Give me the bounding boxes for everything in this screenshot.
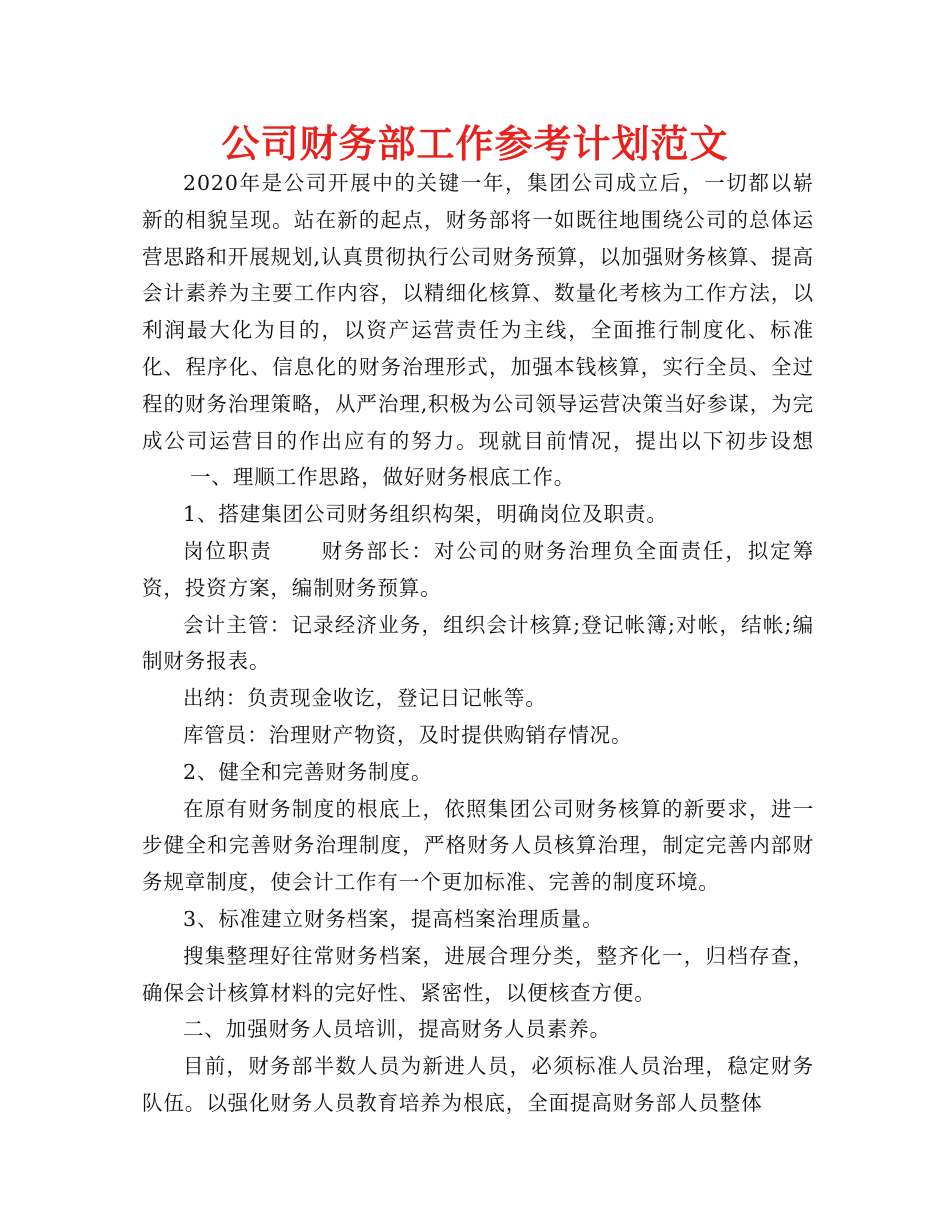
document-body (142, 165, 814, 1122)
document-title: 公司财务部工作参考计划范文 (221, 122, 729, 166)
paragraph-intro (142, 165, 814, 496)
paragraph-item-3: 3、标准建立财务档案，提高档案治理质量。 (183, 906, 604, 931)
paragraph-duty-accountant: 会计主管：记录经济业务，组织会计核算;登记帐簿;对帐，结帐;编制财务报表。 (142, 612, 814, 674)
duty-director-text: 财务部长：对公司的财务治理负全面责任，拟定筹资，投资方案，编制财务预算。 (142, 538, 814, 600)
paragraph-duty-keeper: 库管员：治理财产物资，及时提供购销存情况。 (183, 722, 633, 747)
duty-label: 岗位职责 (183, 538, 273, 563)
paragraph-duty-cashier: 出纳：负责现金收讫，登记日记帐等。 (183, 686, 547, 711)
paragraph-item-2: 2、健全和完善财务制度。 (183, 759, 433, 784)
paragraph-section-2: 二、加强财务人员培训，提高财务人员素养。 (183, 1017, 611, 1042)
intro-text: 2020年是公司开展中的关键一年，集团公司成立后，一切都以崭新的相貌呈现。站在新的起点，财务部将一如既往地围绕公司的总体运营思路和开展规划,认真贯彻执行公司财务预算，以加强财务核算、提高会计素养为主要工作内容，以精细化核算、数量化考核为工作方法，以利润最大化为目的，以资产运营责任为主线，全面推行制度化、标准化、程序化、信息化的财务治理形式，加强本钱核算，实行全员、全过程的财务治理策略，从严治理,积极为公司领导运营决策当好参谋，为完成公司运营目的作出应有的努力。现就目前情况，提出以下初步设想 (142, 171, 814, 453)
paragraph-duty-director (142, 533, 814, 607)
paragraph-item-3-body: 搜集整理好往常财务档案，进展合理分类，整齐化一，归档存查，确保会计核算材料的完好性、紧密性，以便核查方便。 (142, 943, 814, 1005)
section-1-heading: 一、理顺工作思路，做好财务根底工作。 (190, 465, 576, 490)
paragraph-item-1: 1、搭建集团公司财务组织构架，明确岗位及职责。 (183, 502, 668, 527)
paragraph-section-2-body: 目前，财务部半数人员为新进人员，必须标准人员治理，稳定财务队伍。以强化财务人员教育培养为根底，全面提高财务部人员整体 (142, 1054, 814, 1115)
paragraph-item-2-body: 在原有财务制度的根底上，依照集团公司财务核算的新要求，进一步健全和完善财务治理制度，严格财务人员核算治理，制定完善内部财务规章制度，使会计工作有一个更加标准、完善的制度环境。 (142, 796, 814, 895)
